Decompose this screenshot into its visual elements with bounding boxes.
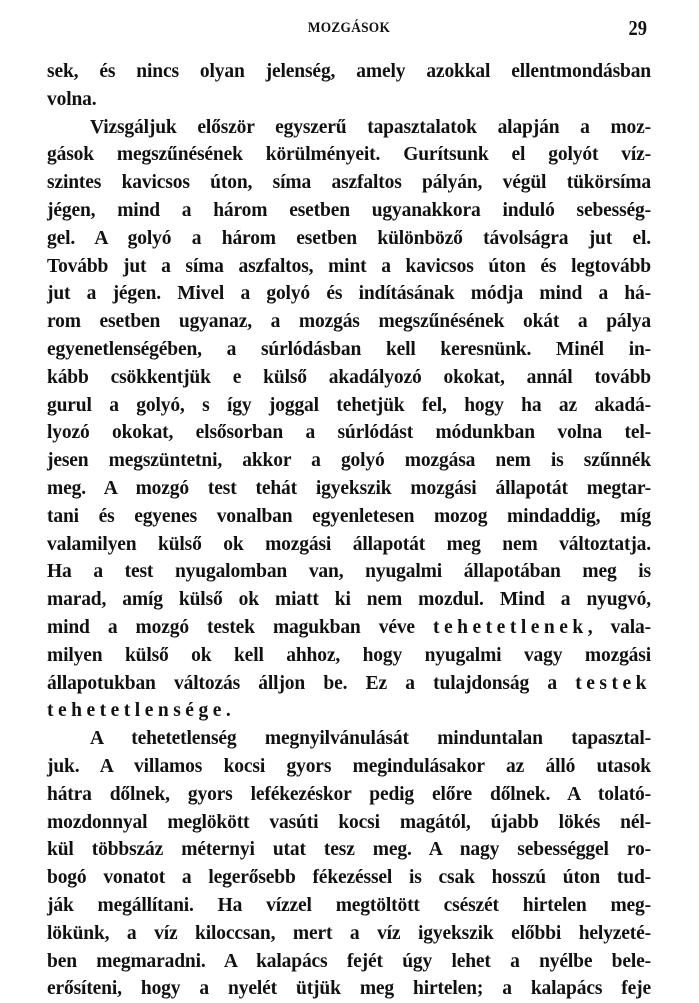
text-line: A tehetetlenség megnyilvánulását minduntalan tapasztal-: [90, 728, 651, 750]
text-line: gel. A golyó a három esetben különböző távolságra jut el.: [47, 227, 651, 249]
text-line: hátra dőlnek, gyors lefékezéskor pedig előre dőlnek. A tolató-: [47, 783, 651, 805]
running-title: MOZGÁSOK: [307, 20, 391, 36]
text-line: tehetetlensége.: [47, 700, 231, 722]
text-line: állapotukban változás álljon be. Ez a tulajdonság a testek: [47, 672, 651, 694]
text-line: lökünk, a víz kiloccsan, mert a víz igyekszik előbbi helyzeté-: [47, 922, 651, 944]
text-line: Tovább jut a síma aszfaltos, mint a kavicsos úton és legtovább: [47, 255, 651, 277]
emphasized-term: tehetetlenek: [433, 616, 588, 638]
text-line: mozdonnyal meglökött vasúti kocsi magától, újabb lökés nél-: [47, 811, 651, 833]
text-line: kább csökkentjük e külső akadályozó okokat, annál tovább: [47, 366, 651, 388]
text-line: szintes kavicsos úton, síma aszfaltos pályán, végül tükörsíma: [47, 172, 651, 194]
text-line: kül többszáz méternyi utat tesz meg. A nagy sebességgel ro-: [47, 839, 651, 861]
text-line: sek, és nincs olyan jelenség, amely azokkal ellentmondásban: [47, 61, 651, 82]
text-line: volna.: [47, 88, 97, 110]
text-line: lyozó okokat, elsősorban a súrlódást módunkban volna tel-: [47, 422, 651, 444]
text-line: Ha a test nyugalomban van, nyugalmi állapotában meg is: [47, 561, 651, 583]
emphasized-term: tehetetlensége: [47, 700, 226, 722]
text-line: mind a mozgó testek magukban véve tehetetlenek, vala-: [47, 616, 651, 638]
paragraph: [47, 725, 651, 1003]
running-head: [47, 16, 651, 44]
text-line: bogó vonatot a legerősebb fékezéssel is csak hosszú úton tud-: [47, 867, 651, 889]
page-number: 29: [628, 16, 647, 40]
text-line: ben megmaradni. A kalapács fejét úgy lehet a nyélbe bele-: [47, 950, 651, 972]
emphasized-term: testek: [575, 672, 651, 694]
text-line: rom esetben ugyanaz, a mozgás megszűnésének okát a pálya: [47, 311, 651, 333]
text-line: ják megállítani. Ha vízzel megtöltött csészét hirtelen meg-: [47, 894, 651, 916]
text-line: marad, amíg külső ok miatt ki nem mozdul. Mind a nyugvó,: [47, 589, 651, 611]
text-line: meg. A mozgó test tehát igyekszik mozgási állapotát megtar-: [47, 477, 651, 499]
paragraph: [47, 114, 651, 726]
text-line: Vizsgáljuk először egyszerű tapasztalatok alapján a moz-: [90, 116, 651, 138]
text-line: juk. A villamos kocsi gyors megindulásakor az álló utasok: [47, 755, 651, 777]
paragraph: [47, 58, 651, 114]
text-line: gások megszűnésének körülményeit. Gurítsunk el golyót víz-: [47, 144, 651, 166]
text-line: jégen, mind a három esetben ugyanakkora induló sebesség-: [47, 199, 651, 221]
text-line: jut a jégen. Mivel a golyó és indításának módja mind a há-: [47, 283, 651, 305]
text-line: erősíteni, hogy a nyelét ütjük meg hirtelen; a kalapács feje: [47, 978, 651, 1000]
text-line: egyenetlenségében, a súrlódásban kell keresnünk. Minél in-: [47, 338, 651, 360]
text-line: jesen megszüntetni, akkor a golyó mozgása nem is szűnnék: [47, 450, 651, 472]
text-line: valamilyen külső ok mozgási állapotát meg nem változtatja.: [47, 533, 651, 555]
body-text: [47, 58, 651, 1003]
text-line: tani és egyenes vonalban egyenletesen mozog mindaddig, míg: [47, 505, 651, 527]
text-line: milyen külső ok kell ahhoz, hogy nyugalmi vagy mozgási: [47, 644, 651, 666]
text-line: gurul a golyó, s így joggal tehetjük fel, hogy ha az akadá-: [47, 394, 651, 416]
